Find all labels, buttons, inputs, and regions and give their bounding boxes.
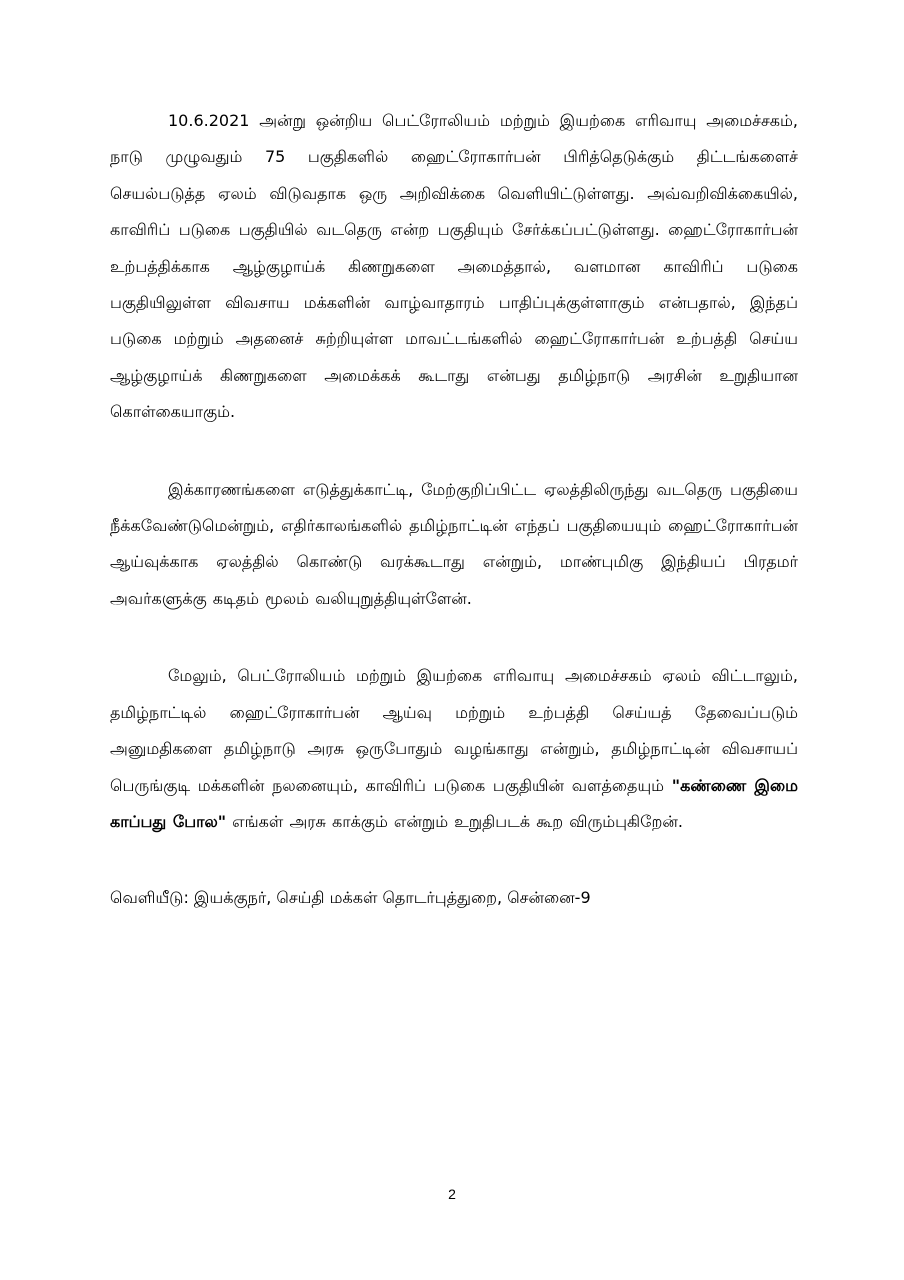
paragraph-2 xyxy=(110,472,798,618)
paragraph-1-text: 10.6.2021 அன்று ஒன்றிய பெட்ரோலியம் மற்றும் இயற்கை எரிவாயு அமைச்சகம், நாடு முழுவதும் 75 பகுதிகளில் ஹைட்ரோகார்பன் பிரித்தெடுக்கும் திட்டங்களைச் செயல்படுத்த ஏலம் விடுவதாக ஒரு அறிவிக்கை வெளியிட்டுள்ளது. அவ்வறிவிக்கையில், காவிரிப் படுகை பகுதியில் வடதெரு என்ற பகுதியும் சேர்க்கப்பட்டுள்ளது. ஹைட்ரோகார்பன் உற்பத்திக்காக ஆழ்குழாய்க் கிணறுகளை அமைத்தால், வளமான காவிரிப் படுகை பகுதியிலுள்ள விவசாய மக்களின் வாழ்வாதாரம் பாதிப்புக்குள்ளாகும் என்பதால், இந்தப் படுகை மற்றும் அதனைச் சுற்றியுள்ள மாவட்டங்களில் ஹைட்ரோகார்பன் உற்பத்தி செய்ய ஆழ்குழாய்க் கிணறுகளை அமைக்கக் கூடாது என்பது தமிழ்நாடு அரசின் உறுதியான கொள்கையாகும். xyxy=(110,111,798,422)
paragraph-3-quote: "கண்ணை இமை காப்பது போல" xyxy=(110,775,799,831)
paragraph-3-text-before: மேலும், பெட்ரோலியம் மற்றும் இயற்கை எரிவாயு அமைச்சகம் ஏலம் விட்டாலும், தமிழ்நாட்டில் ஹைட்ரோகார்பன் ஆய்வு மற்றும் உற்பத்தி செய்யத் தேவைப்படும் அனுமதிகளை தமிழ்நாடு அரசு ஒருபோதும் வழங்காது என்றும், தமிழ்நாட்டின் விவசாயப் பெருங்குடி மக்களின் நலனையும், காவிரிப் படுகை பகுதியின் வளத்தையும் xyxy=(110,666,798,795)
release-line: வெளியீடு: இயக்குநர், செய்தி மக்கள் தொடர்புத்துறை, சென்னை-9 xyxy=(110,888,591,908)
paragraph-2-text: இக்காரணங்களை எடுத்துக்காட்டி, மேற்குறிப்பிட்ட ஏலத்திலிருந்து வடதெரு பகுதியை நீக்கவேண்டுமென்றும், எதிர்காலங்களில் தமிழ்நாட்டின் எந்தப் பகுதியையும் ஹைட்ரோகார்பன் ஆய்வுக்காக ஏலத்தில் கொண்டு வரக்கூடாது என்றும், மாண்புமிகு இந்தியப் பிரதமர் அவர்களுக்கு கடிதம் மூலம் வலியுறுத்தியுள்ளேன். xyxy=(110,479,798,608)
paragraph-3 xyxy=(110,658,798,840)
paragraph-3-text-after: எங்கள் அரசு காக்கும் என்றும் உறுதிபடக் கூற விரும்புகிறேன். xyxy=(226,811,684,831)
paragraph-1 xyxy=(110,103,798,431)
page-number: 2 xyxy=(448,1186,456,1202)
document-body xyxy=(110,103,798,916)
